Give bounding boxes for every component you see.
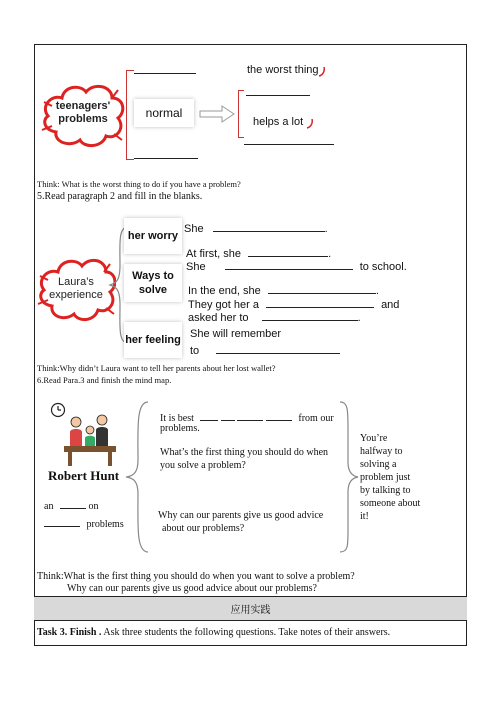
it-is-best-text: It is best bbox=[160, 413, 194, 424]
ways-line-2 bbox=[186, 258, 407, 273]
answer-blank[interactable] bbox=[246, 95, 310, 96]
answer-blank[interactable] bbox=[262, 309, 358, 321]
answer-blank[interactable] bbox=[213, 220, 325, 232]
halfway-line: halfway to bbox=[360, 446, 403, 457]
normal-box: normal bbox=[134, 99, 194, 127]
answer-blank[interactable] bbox=[221, 409, 235, 421]
red-tick-icon bbox=[317, 66, 327, 78]
answer-blank[interactable] bbox=[266, 409, 292, 421]
think-question-3-line-2: Why can our parents give us good advice about our problems? bbox=[67, 583, 317, 594]
will-remember-text: She will remember bbox=[190, 328, 282, 340]
halfway-line: solving a bbox=[360, 459, 397, 470]
why-parents-question-1: Why can our parents give us good advice bbox=[158, 510, 324, 521]
answer-blank[interactable] bbox=[134, 73, 196, 74]
to-school-text: to school. bbox=[359, 261, 407, 273]
helps-a-lot-label: helps a lot bbox=[253, 116, 304, 128]
best-line-2: problems. bbox=[160, 423, 200, 434]
person-name: Robert Hunt bbox=[48, 468, 120, 483]
from-our-text: from our bbox=[298, 413, 334, 424]
task-3-line bbox=[37, 627, 390, 638]
curly-brace-icon bbox=[124, 400, 150, 554]
answer-blank[interactable] bbox=[237, 409, 263, 421]
red-bracket bbox=[238, 90, 244, 138]
answer-blank[interactable] bbox=[200, 409, 218, 421]
answer-blank[interactable] bbox=[134, 158, 198, 159]
and-text: and bbox=[381, 299, 400, 311]
on-text: on bbox=[88, 501, 99, 512]
ways-to-solve-box: Ways to solve bbox=[124, 264, 182, 302]
task-3-title: Task 3. Finish . bbox=[37, 627, 102, 638]
halfway-text bbox=[360, 432, 420, 523]
section-banner bbox=[34, 596, 467, 621]
task-6-instruction: 6.Read Para.3 and finish the mind map. bbox=[37, 375, 172, 385]
think-question-2: Think:Why didn’t Laura want to tell her parents about her lost wallet? bbox=[37, 363, 276, 373]
think-question-1: Think: What is the worst thing to do if you have a problem? bbox=[37, 179, 241, 189]
first-thing-question-1: What’s the first thing you should do when bbox=[160, 447, 329, 458]
worst-thing-label: the worst thing bbox=[247, 64, 319, 76]
halfway-line: by talking to bbox=[360, 485, 411, 496]
closing-bracket-icon bbox=[338, 400, 360, 554]
halfway-line: You’re bbox=[360, 433, 388, 444]
best-line bbox=[160, 409, 334, 424]
problems-line bbox=[44, 515, 124, 530]
in-the-end-text: In the end, she bbox=[188, 285, 261, 297]
ways-line-3: In the end, she . bbox=[188, 282, 379, 297]
halfway-line: problem just bbox=[360, 472, 411, 483]
banner-label: 应用实践 bbox=[230, 605, 271, 616]
at-first-text: At first, she bbox=[186, 248, 242, 260]
center-label: teenagers' problems bbox=[55, 100, 111, 125]
why-parents-question-2: about our problems? bbox=[162, 523, 245, 534]
problems-text: problems bbox=[86, 519, 124, 530]
ways-line-1: At first, she . bbox=[186, 245, 331, 260]
answer-blank[interactable] bbox=[248, 245, 328, 257]
her-worry-box: her worry bbox=[124, 218, 182, 254]
answer-blank[interactable] bbox=[216, 342, 340, 354]
an-text: an bbox=[44, 501, 54, 512]
worry-line: She . bbox=[184, 220, 328, 235]
asked-her-text: asked her to bbox=[188, 312, 249, 324]
answer-blank[interactable] bbox=[60, 497, 86, 509]
task-3-instruction: Ask three students the following questions. Take notes of their answers. bbox=[103, 627, 391, 638]
answer-blank[interactable] bbox=[225, 258, 353, 270]
red-bracket bbox=[126, 70, 134, 160]
they-got-text: They got her a bbox=[188, 299, 259, 311]
center-label: Laura’s experience bbox=[49, 276, 103, 301]
her-feeling-box: her feeling bbox=[124, 322, 182, 358]
she-prefix: She bbox=[184, 223, 204, 235]
an-on-line bbox=[44, 497, 98, 512]
halfway-line: it! bbox=[360, 511, 369, 522]
she-text: She bbox=[186, 261, 206, 273]
answer-blank[interactable] bbox=[244, 144, 334, 145]
red-tick-icon bbox=[305, 118, 315, 130]
to-text: to bbox=[190, 345, 200, 357]
ways-line-5: asked her to . bbox=[188, 309, 361, 324]
halfway-line: someone about bbox=[360, 498, 421, 509]
answer-blank[interactable] bbox=[44, 515, 80, 527]
answer-blank[interactable] bbox=[266, 296, 374, 308]
task-5-instruction: 5.Read paragraph 2 and fill in the blanks. bbox=[37, 191, 203, 202]
feeling-line-2 bbox=[190, 342, 340, 357]
first-thing-question-2: you solve a problem? bbox=[160, 460, 246, 471]
arrow-right-icon bbox=[198, 104, 236, 124]
people-talking-icon bbox=[58, 410, 122, 468]
think-question-3-line-1: Think:What is the first thing you should do when you want to solve a problem? bbox=[37, 571, 355, 582]
answer-blank[interactable] bbox=[268, 282, 376, 294]
